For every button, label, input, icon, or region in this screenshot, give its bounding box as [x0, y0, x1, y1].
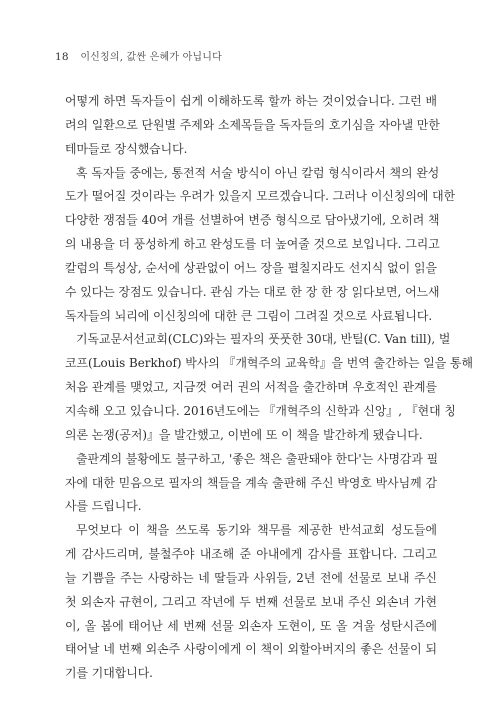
- text-line: 기독교문서선교회(CLC)와는 필자의 풋풋한 30대, 반틸(C. Van till), 벌: [76, 332, 451, 347]
- text-line: 어떻게 하면 독자들이 쉽게 이해하도록 할까 하는 것이었습니다. 그런 배: [65, 94, 437, 108]
- text-line: 수 있다는 장점도 있습니다. 관심 가는 대로 한 장 한 장 읽다보면, 어느새: [65, 284, 440, 299]
- text-line: 도가 떨어질 것이라는 우려가 있을지 모르겠습니다. 그러나 이신칭의에 대한: [65, 189, 456, 204]
- text-line: 혹 독자들 중에는, 통전적 서술 방식이 아닌 칼럼 형식이라서 책의 완성: [76, 165, 440, 180]
- paragraph: [65, 328, 473, 447]
- paragraph: [65, 519, 437, 686]
- text-line: 지속해 오고 있습니다. 2016년도에는 『개혁주의 신학과 신앙』, 『현대 칭: [65, 403, 456, 418]
- text-line: 테마들로 장식했습니다.: [65, 141, 188, 156]
- running-header: [55, 48, 222, 63]
- text-line: 출판계의 불황에도 불구하고, '좋은 책은 출판돼야 한다'는 사명감과 필: [76, 451, 439, 466]
- text-line: 이, 올 봄에 태어난 세 번째 선물 외손자 도현이, 또 올 겨울 성탄시즌에: [65, 618, 437, 633]
- text-line: 의 내용을 더 풍성하게 하고 완성도를 더 높여줄 것으로 보입니다. 그리고: [65, 237, 440, 252]
- book-title: 이신칭의, 값싼 은혜가 아닙니다: [80, 52, 223, 63]
- text-line: 무엇보다 이 책을 쓰도록 동기와 책무를 제공한 반석교회 성도들에: [76, 523, 437, 538]
- text-line: 처음 관계를 맺었고, 지금껏 여러 권의 서적을 출간하며 우호적인 관계를: [65, 380, 437, 395]
- text-line: 기를 기대합니다.: [65, 666, 153, 681]
- text-line: 코프(Louis Berkhof) 박사의 『개혁주의 교육학』을 번역 출간하는 일을 통해: [65, 356, 473, 371]
- body-text: [65, 90, 473, 686]
- paragraph: [65, 162, 456, 329]
- text-line: 태어날 네 번째 외손주 사랑이에게 이 책이 외할아버지의 좋은 선물이 되: [65, 642, 437, 657]
- text-line: 늘 기쁨을 주는 사랑하는 네 딸들과 사위들, 2년 전에 선물로 보내 주신: [65, 570, 437, 585]
- text-line: 독자들의 뇌리에 이신칭의에 대한 큰 그림이 그려질 것으로 사료됩니다.: [65, 308, 433, 323]
- text-line: 다양한 쟁점들 40여 개를 선별하여 변증 형식으로 담아냈기에, 오히려 책: [65, 213, 440, 228]
- paragraph: [65, 448, 437, 520]
- text-line: 자에 대한 믿음으로 필자의 책들을 계속 출판해 주신 박영호 박사님께 감: [65, 475, 437, 490]
- text-line: 칼럼의 특성상, 순서에 상관없이 어느 장을 펼칠지라도 선지식 없이 읽을: [65, 260, 437, 275]
- text-line: 려의 일환으로 단원별 주제와 소제목들을 독자들의 호기심을 자아낼 만한: [65, 117, 440, 132]
- text-line: 의론 논쟁(공저)』을 발간했고, 이번에 또 이 책을 발간하게 됐습니다.: [65, 427, 423, 442]
- text-line: 첫 외손자 규현이, 그리고 작년에 두 번째 선물로 보내 주신 외손녀 가현: [65, 594, 437, 609]
- text-line: 게 감사드리며, 불철주야 내조해 준 아내에게 감사를 표합니다. 그리고: [65, 547, 437, 562]
- page-number: 18: [55, 51, 69, 63]
- paragraph: [65, 90, 440, 162]
- text-line: 사를 드립니다.: [65, 499, 142, 514]
